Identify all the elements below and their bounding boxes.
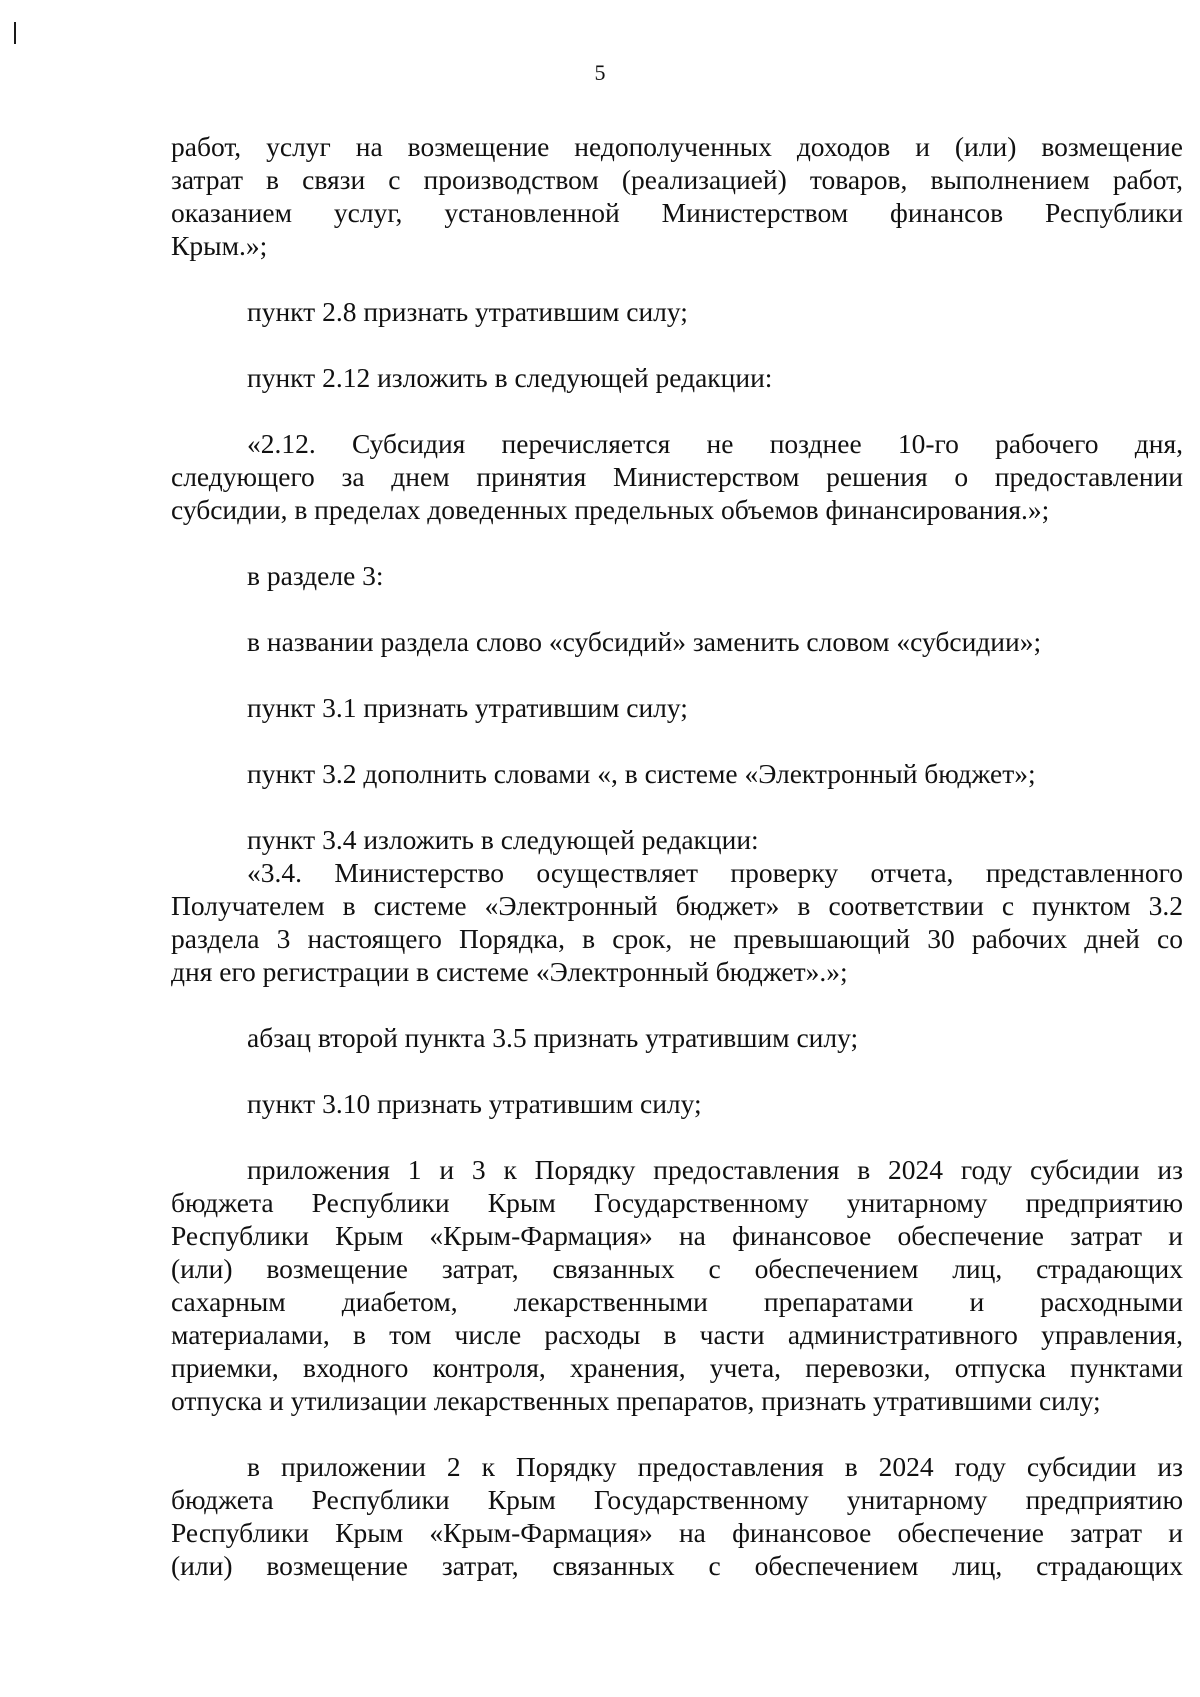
document-body bbox=[171, 130, 1183, 1582]
text-line: Получателем в системе «Электронный бюджет» в соответствии с пунктом 3.2 bbox=[171, 890, 1183, 921]
paragraph-section-3: в разделе 3: bbox=[247, 560, 384, 591]
text-line: материалами, в том числе расходы в части административного управления, bbox=[171, 1319, 1183, 1350]
text-line: субсидии, в пределах доведенных предельных объемов финансирования.»; bbox=[171, 494, 1050, 525]
paragraph-clause-2-12-intro: пункт 2.12 изложить в следующей редакции: bbox=[247, 362, 773, 393]
text-line: Республики Крым «Крым-Фармация» на финансовое обеспечение затрат и bbox=[171, 1517, 1183, 1548]
text-line: раздела 3 настоящего Порядка, в срок, не превышающий 30 рабочих дней со bbox=[171, 923, 1183, 954]
paragraph-appendix-2 bbox=[171, 1450, 1183, 1582]
text-line: (или) возмещение затрат, связанных с обеспечением лиц, страдающих bbox=[171, 1253, 1183, 1284]
paragraph-clause-3-2: пункт 3.2 дополнить словами «, в системе «Электронный бюджет»; bbox=[247, 758, 1036, 789]
text-line: Крым.»; bbox=[171, 230, 268, 261]
text-line: затрат в связи с производством (реализацией) товаров, выполнением работ, bbox=[171, 164, 1183, 195]
paragraph-clause-3-1: пункт 3.1 признать утратившим силу; bbox=[247, 692, 688, 723]
paragraph-clause-3-4-intro: пункт 3.4 изложить в следующей редакции: bbox=[247, 824, 759, 855]
text-line: приложения 1 и 3 к Порядку предоставления в 2024 году субсидии из bbox=[247, 1154, 1183, 1185]
text-line: в приложении 2 к Порядку предоставления в 2024 году субсидии из bbox=[247, 1451, 1183, 1482]
paragraph-clause-3-10: пункт 3.10 признать утратившим силу; bbox=[247, 1088, 702, 1119]
text-line: бюджета Республики Крым Государственному унитарному предприятию bbox=[171, 1187, 1183, 1218]
scan-edge-mark bbox=[14, 22, 16, 44]
text-line: Республики Крым «Крым-Фармация» на финансовое обеспечение затрат и bbox=[171, 1220, 1183, 1251]
paragraph-clause-3-5: абзац второй пункта 3.5 признать утратившим силу; bbox=[247, 1022, 859, 1053]
text-line: сахарным диабетом, лекарственными препаратами и расходными bbox=[171, 1286, 1183, 1317]
text-line: бюджета Республики Крым Государственному унитарному предприятию bbox=[171, 1484, 1183, 1515]
text-line: дня его регистрации в системе «Электронный бюджет».»; bbox=[171, 956, 848, 987]
paragraph-appendices-1-3 bbox=[171, 1153, 1183, 1417]
text-line: «2.12. Субсидия перечисляется не позднее 10-го рабочего дня, bbox=[247, 428, 1183, 459]
paragraph-section-title-change: в названии раздела слово «субсидий» заменить словом «субсидии»; bbox=[247, 626, 1042, 657]
paragraph-continuation bbox=[171, 130, 1183, 262]
paragraph-clause-2-8: пункт 2.8 признать утратившим силу; bbox=[247, 296, 688, 327]
text-line: следующего за днем принятия Министерством решения о предоставлении bbox=[171, 461, 1183, 492]
text-line: приемки, входного контроля, хранения, учета, перевозки, отпуска пунктами bbox=[171, 1352, 1183, 1383]
paragraph-clause-2-12-text bbox=[171, 427, 1183, 526]
text-line: работ, услуг на возмещение недополученных доходов и (или) возмещение bbox=[171, 131, 1183, 162]
text-line: (или) возмещение затрат, связанных с обеспечением лиц, страдающих bbox=[171, 1550, 1183, 1581]
text-line: «3.4. Министерство осуществляет проверку отчета, представленного bbox=[247, 857, 1183, 888]
text-line: оказанием услуг, установленной Министерством финансов Республики bbox=[171, 197, 1183, 228]
paragraph-clause-3-4-text bbox=[171, 856, 1183, 988]
text-line: отпуска и утилизации лекарственных препаратов, признать утратившими силу; bbox=[171, 1385, 1101, 1416]
page-number: 5 bbox=[594, 60, 606, 85]
